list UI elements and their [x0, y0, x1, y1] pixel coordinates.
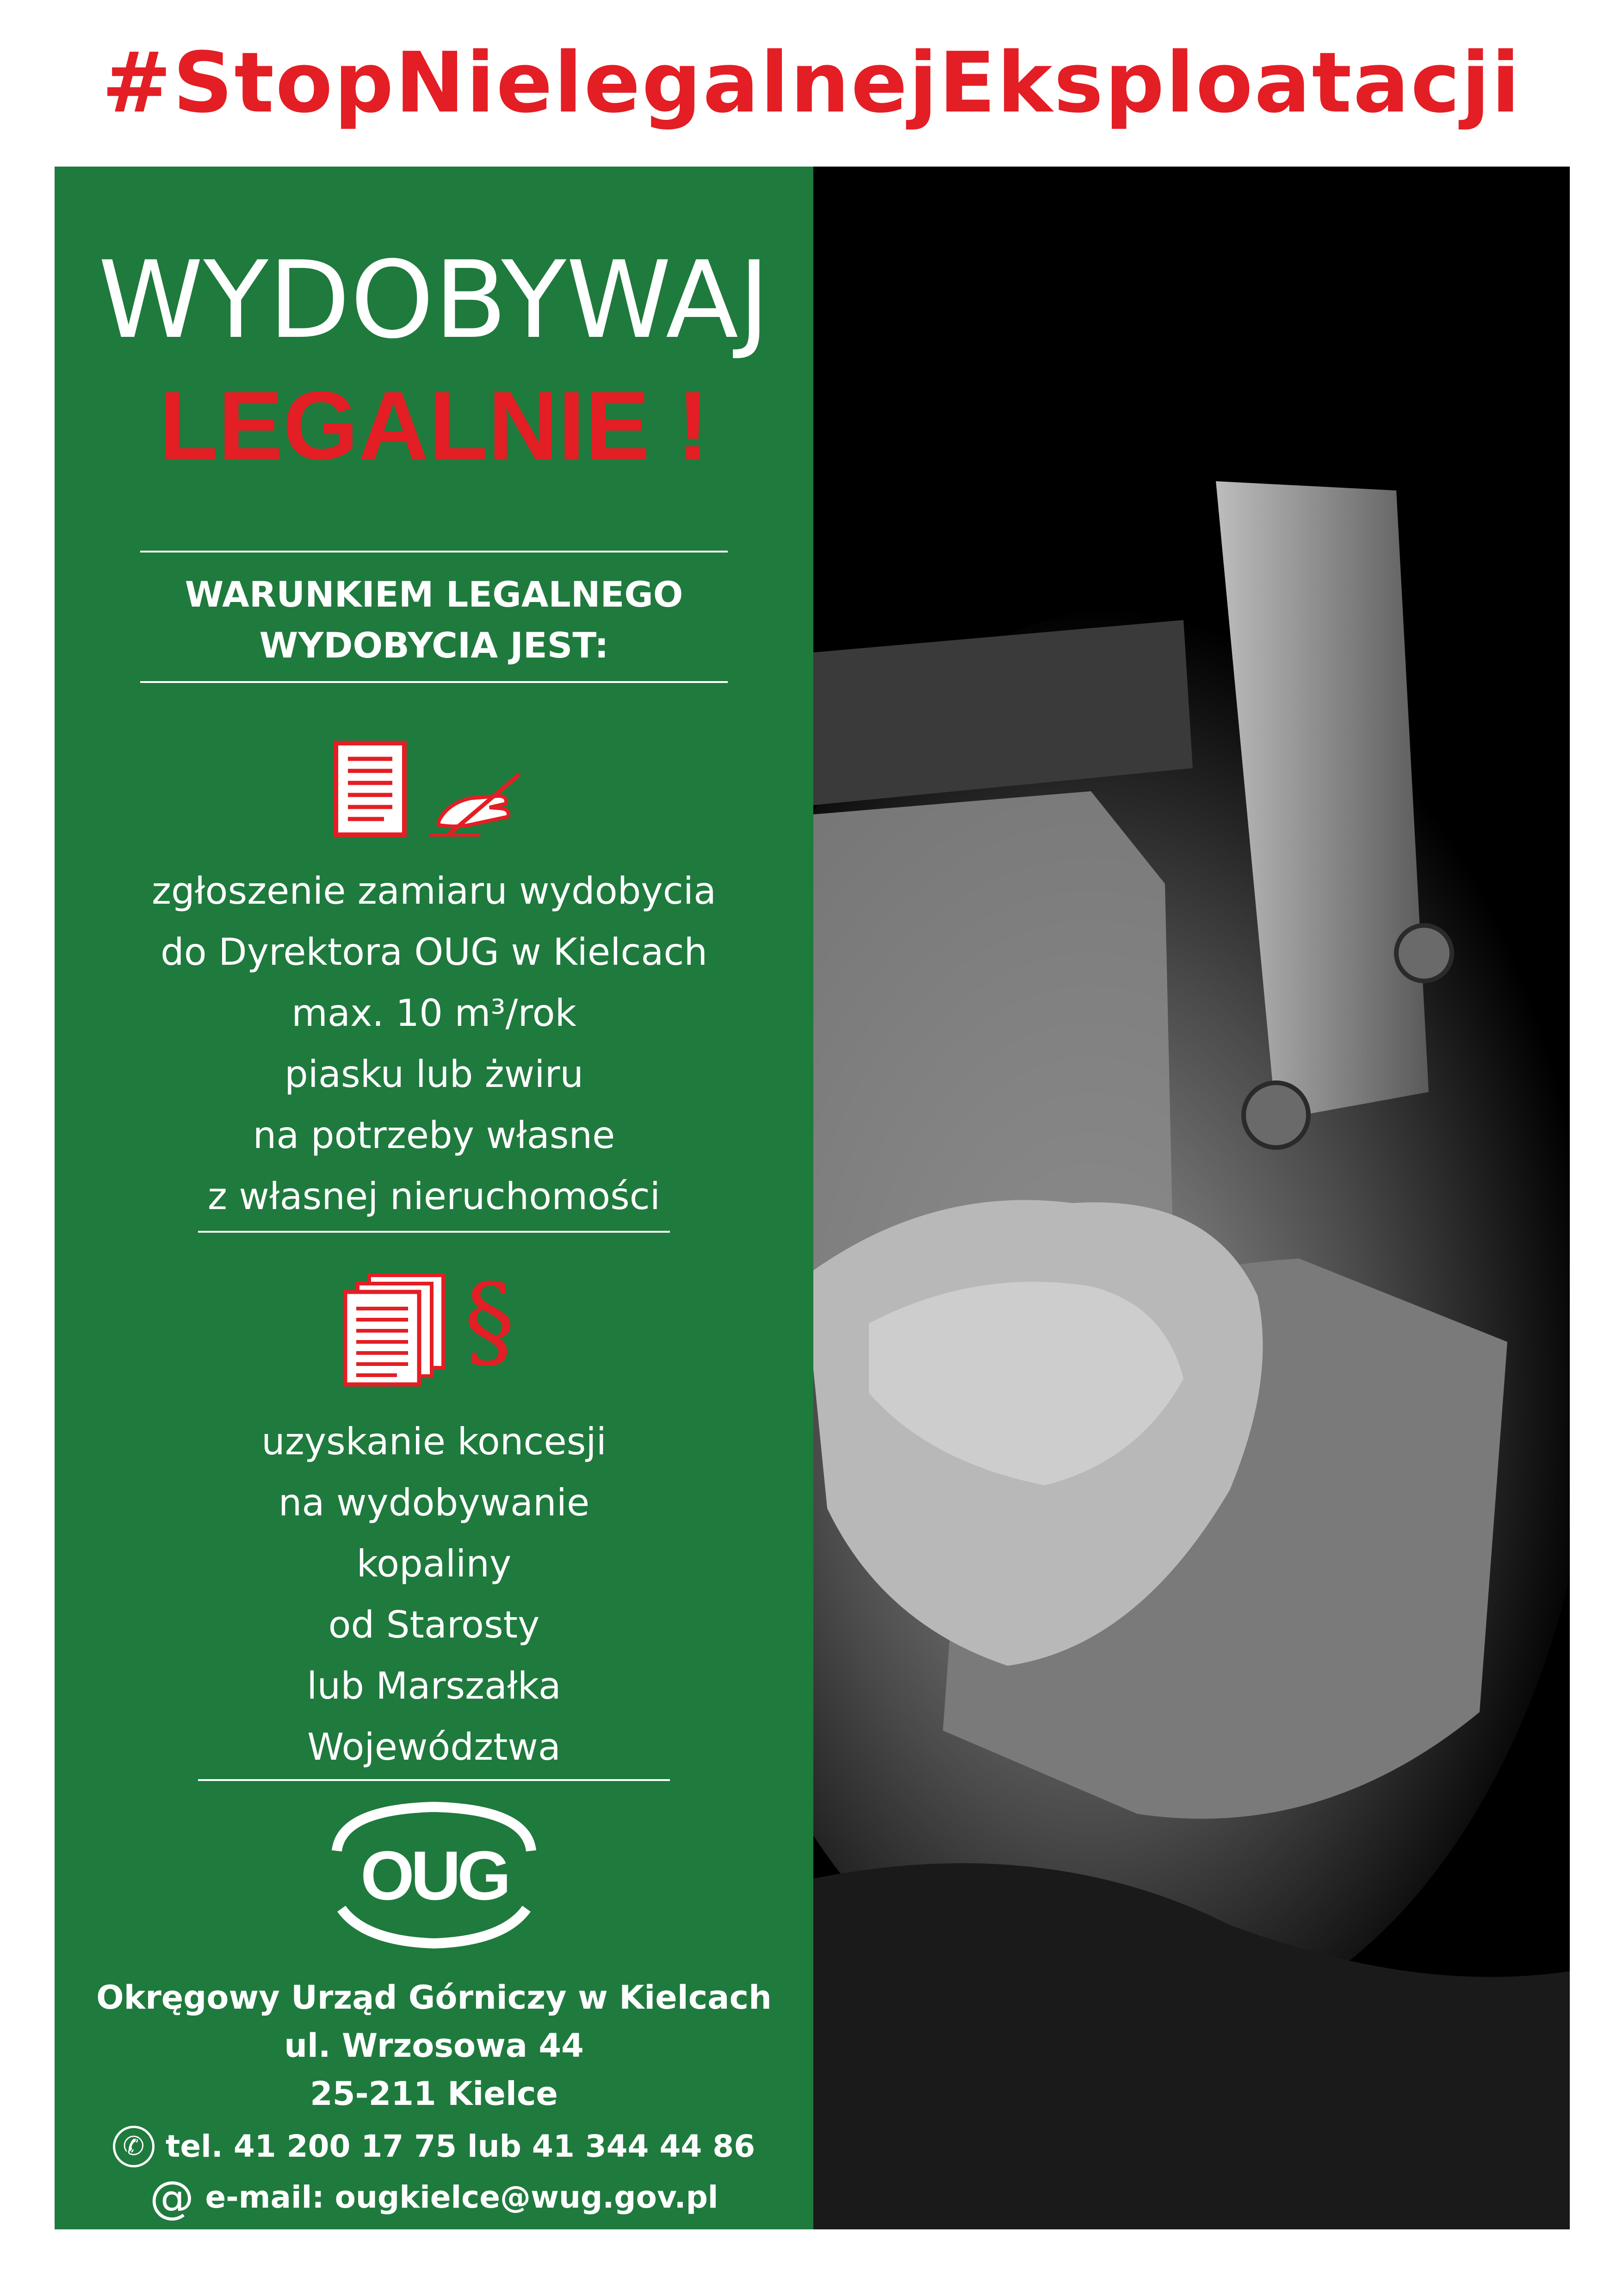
logo-subtext: KIELCE — [390, 1912, 477, 1936]
conditions-heading-line-2: WYDOBYCIA JEST: — [259, 625, 609, 666]
option-1-text — [55, 861, 813, 1227]
excavator-bucket-illustration — [813, 167, 1570, 2229]
paragraph-icon: § — [464, 1262, 515, 1380]
phone-number[interactable]: tel. 41 200 17 75 lub 41 344 44 86 — [165, 2128, 756, 2164]
org-name: Okręgowy Urząd Górniczy w Kielcach — [96, 1979, 772, 2017]
campaign-hashtag: #StopNielegalnejEksploatacji — [101, 35, 1522, 131]
conditions-heading-line-1: WARUNKIEM LEGALNEGO — [185, 574, 683, 615]
hand-signing-icon — [420, 770, 531, 842]
divider-heading — [140, 681, 728, 683]
divider-bottom — [198, 1779, 670, 1781]
street-address: ul. Wrzosowa 44 — [284, 2027, 584, 2065]
title-line-2: LEGALNIE ! — [159, 371, 709, 480]
option-1-line: piasku lub żwiru — [284, 1053, 584, 1096]
option-2-line: od Starosty — [328, 1603, 540, 1646]
excavator-photo — [813, 167, 1570, 2229]
email-row — [55, 2172, 813, 2221]
oug-logo — [323, 1800, 545, 1955]
documents-stack-icon — [341, 1272, 448, 1390]
address-block — [55, 1973, 813, 2118]
phone-row — [55, 2122, 813, 2170]
option-1-line: do Dyrektora OUG w Kielcach — [160, 931, 708, 974]
document-icon — [333, 740, 407, 839]
at-icon: @ — [149, 2171, 194, 2223]
option-2-line: uzyskanie koncesji — [261, 1420, 607, 1463]
title-line-1: WYDOBYWAJ — [98, 239, 770, 362]
email-address[interactable]: e-mail: ougkielce@wug.gov.pl — [205, 2179, 719, 2215]
option-2-line: lub Marszałka — [307, 1664, 561, 1707]
option-2-line: Województwa — [307, 1725, 561, 1769]
info-panel — [55, 167, 813, 2229]
city-postcode: 25-211 Kielce — [310, 2075, 558, 2113]
option-1-line: max. 10 m³/rok — [291, 992, 576, 1035]
option-2-line: na wydobywanie — [278, 1481, 590, 1524]
option-2-text — [55, 1411, 813, 1778]
logo-text: OUG — [360, 1837, 508, 1914]
divider-middle — [198, 1231, 670, 1233]
option-1-line: zgłoszenie zamiaru wydobycia — [152, 869, 716, 912]
option-2-line: kopaliny — [356, 1542, 512, 1585]
conditions-heading — [55, 569, 813, 671]
option-1-line: z własnej nieruchomości — [207, 1175, 660, 1218]
option-1-line: na potrzeby własne — [253, 1114, 615, 1157]
divider-top — [140, 551, 728, 552]
phone-icon: ✆ — [113, 2126, 155, 2167]
